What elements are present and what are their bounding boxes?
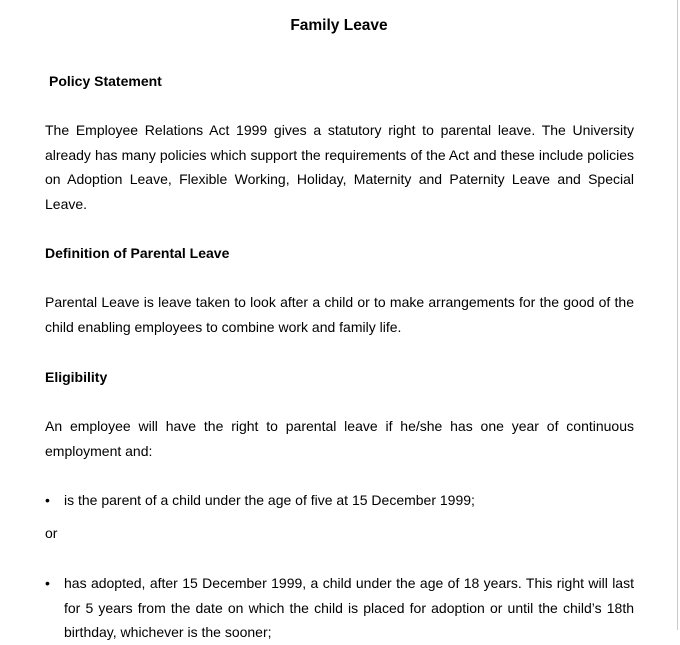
bullet-icon: •: [45, 492, 50, 508]
bullet-icon: •: [45, 575, 50, 591]
heading-definition-parental-leave: Definition of Parental Leave: [45, 245, 230, 261]
document-title: Family Leave: [290, 17, 388, 34]
paragraph-policy-statement: The Employee Relations Act 1999 gives a statutory right to parental leave. The University already has many policies which support the requirements of the Act and these include policies on Adoption Leave, Flexible Working, Holiday, Maternity and Paternity Leave and Special Leave.: [45, 122, 634, 213]
heading-eligibility: Eligibility: [45, 369, 108, 385]
or-connector: or: [45, 525, 58, 541]
bullet-text: is the parent of a child under the age of five at 15 December 1999;: [64, 492, 475, 508]
heading-policy-statement: Policy Statement: [49, 73, 162, 89]
paragraph-definition-parental-leave: Parental Leave is leave taken to look after a child or to make arrangements for the good of the child enabling employees to combine work and family life.: [45, 294, 634, 335]
bullet-text: has adopted, after 15 December 1999, a child under the age of 18 years. This right will last for 5 years from the date on which the child is placed for adoption or until the child’s 18th birthday, whichever is the sooner;: [64, 575, 634, 641]
paragraph-eligibility: An employee will have the right to parental leave if he/she has one year of continuous employment and:: [45, 418, 634, 459]
